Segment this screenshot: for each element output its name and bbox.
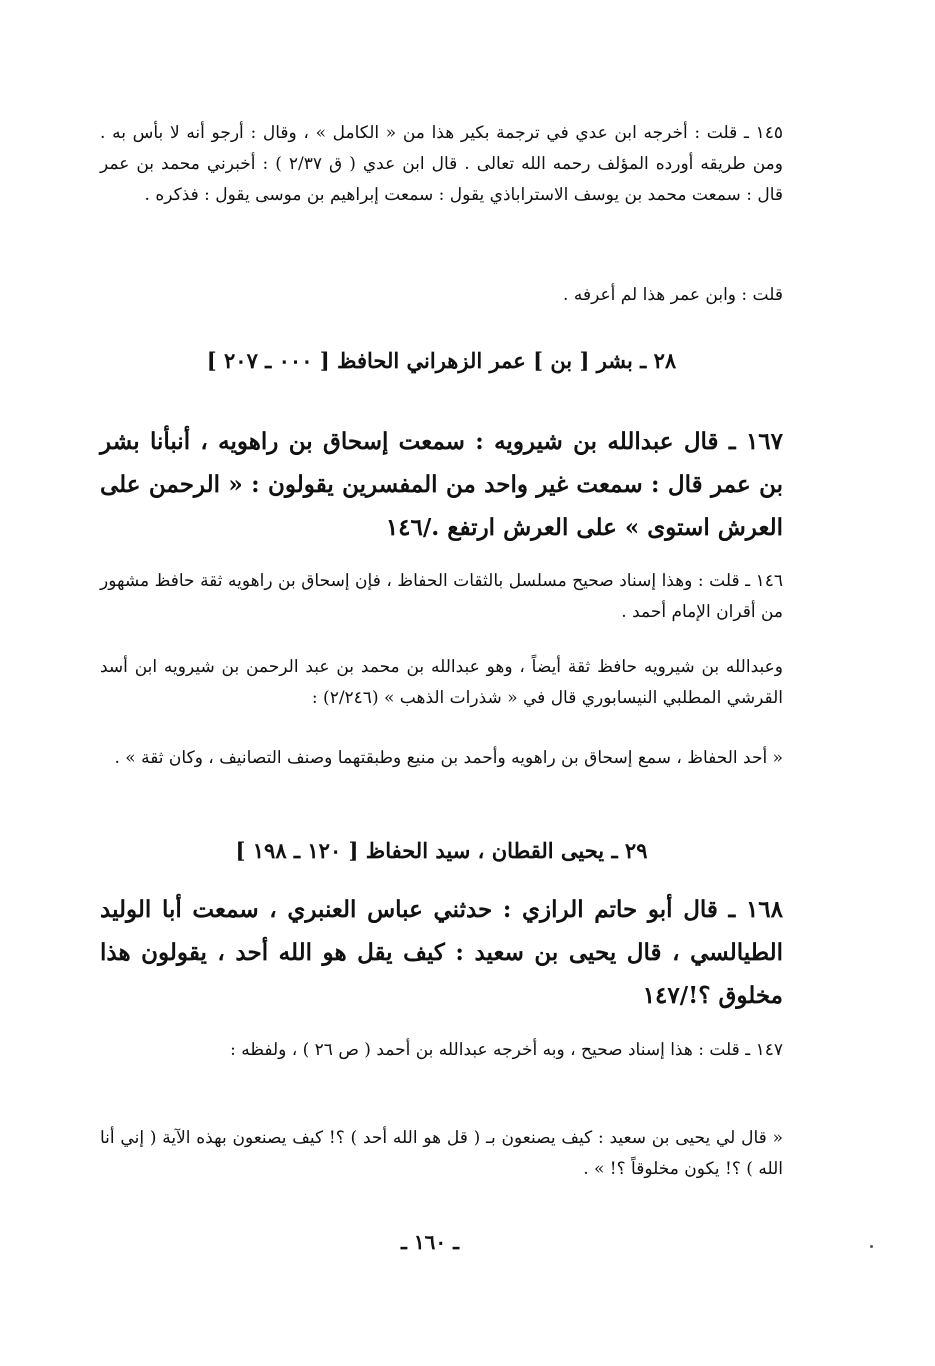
quote-shadharat: « أحد الحفاظ ، سمع إسحاق بن راهويه وأحمد بن منيع وطبقتهما وصنف التصانيف ، وكان ثقة » . xyxy=(114,748,783,768)
narration-168: ١٦٨ ـ قال أبو حاتم الرازي : حدثني عباس العنبري ، سمعت أبا الوليد الطيالسي ، قال يحيى بن سعيد : كيف يقل هو الله أحد ، يقولون هذا مخلوق ؟!/١٤٧ xyxy=(100,896,783,1009)
narration-167: ١٦٧ ـ قال عبدالله بن شيرويه : سمعت إسحاق بن راهويه ، أنبأنا بشر بن عمر قال : سمعت غير واحد من المفسرين يقولون : « الرحمن على العرش استوى » على العرش ارتفع ./١٤٦ xyxy=(100,428,783,541)
scan-speck xyxy=(870,1245,873,1248)
section-heading-28: ٢٨ ـ بشر [ بن ] عمر الزهراني الحافظ [ ٠٠٠ ـ ٢٠٧ ] xyxy=(206,348,677,373)
quote-yahya: « قال لي يحيى بن سعيد : كيف يصنعون بـ ( قل هو الله أحد ) ؟! كيف يصنعون بهذه الآية ( إني أنا الله ) ؟! يكون مخلوقاً ؟! » . xyxy=(100,1128,783,1179)
section-heading-29: ٢٩ ـ يحيى القطان ، سيد الحفاظ [ ١٢٠ ـ ١٩٨ ] xyxy=(235,838,648,863)
footnote-146: ١٤٦ ـ قلت : وهذا إسناد صحيح مسلسل بالثقات الحفاظ ، فإن إسحاق بن راهويه ثقة حافظ مشهور من أقران الإمام أحمد . xyxy=(100,571,783,622)
footnote-145: ١٤٥ ـ قلت : أخرجه ابن عدي في ترجمة بكير هذا من « الكامل » ، وقال : أرجو أنه لا بأس به . ومن طريقه أورده المؤلف رحمه الله تعالى . قال ابن عدي ( ق ٢/٣٧ ) : أخبرني محمد بن عمر قال : سمعت محمد بن يوسف الاستراباذي يقول : سمعت إبراهيم بن موسى يقول : فذكره . xyxy=(100,123,783,205)
paragraph-ibn-shirawayh: وعبدالله بن شيرويه حافظ ثقة أيضاً ، وهو عبدالله بن محمد بن عبد الرحمن بن شيرويه ابن أسد القرشي المطلبي النيسابوري قال في « شذرات الذهب » (٢/٢٤٦) : xyxy=(100,657,783,708)
page-number: ـ ١٦٠ ـ xyxy=(401,1230,459,1254)
note-ibn-umar: قلت : وابن عمر هذا لم أعرفه . xyxy=(563,285,783,305)
footnote-147: ١٤٧ ـ قلت : هذا إسناد صحيح ، وبه أخرجه عبدالله بن أحمد ( ص ٢٦ ) ، ولفظه : xyxy=(230,1040,783,1060)
